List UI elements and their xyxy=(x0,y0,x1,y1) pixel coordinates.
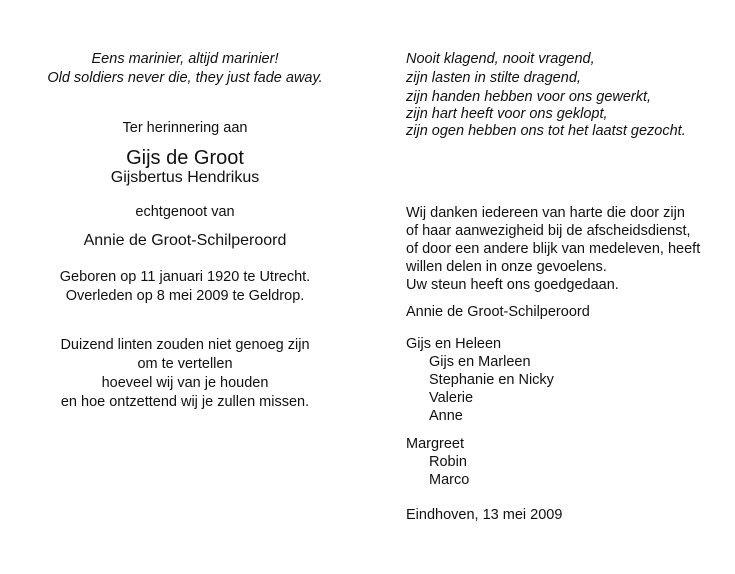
place-date: Eindhoven, 13 mei 2009 xyxy=(406,507,563,523)
family-wife: Annie de Groot-Schilperoord xyxy=(406,304,590,320)
family-child-2: Margreet xyxy=(406,436,465,452)
verse-line-4: en hoe ontzettend wij je zullen missen. xyxy=(60,394,310,410)
birth-line: Geboren op 11 januari 1920 te Utrecht. xyxy=(59,269,311,285)
spouse-label: echtgenoot van xyxy=(135,204,235,220)
remembrance-label: Ter herinnering aan xyxy=(122,120,248,136)
grandchild-1-4: Anne xyxy=(429,408,463,424)
verse-line-2: om te vertellen xyxy=(137,356,233,372)
verse-line-3: hoeveel wij van je houden xyxy=(101,375,269,391)
grandchild-1-2: Stephanie en Nicky xyxy=(429,372,554,388)
thanks-line-2: of haar aanwezigheid bij de afscheidsdienst, xyxy=(406,223,691,239)
right-panel xyxy=(370,0,735,574)
poem-line-2: zijn lasten in stilte dragend, xyxy=(406,70,581,86)
deceased-full-name: Gijsbertus Hendrikus xyxy=(110,169,260,186)
thanks-line-4: willen delen in onze gevoelens. xyxy=(406,259,607,275)
poem-line-1: Nooit klagend, nooit vragend, xyxy=(406,51,595,67)
poem-line-4: zijn hart heeft voor ons geklopt, xyxy=(406,106,608,122)
thanks-line-1: Wij danken iedereen van harte die door zijn xyxy=(406,205,685,221)
grandchild-1-3: Valerie xyxy=(429,390,474,406)
grandchild-2-1: Robin xyxy=(429,454,467,470)
thanks-line-3: of door een andere blijk van medeleven, heeft xyxy=(406,241,701,257)
grandchild-1-1: Gijs en Marleen xyxy=(429,354,531,370)
death-line: Overleden op 8 mei 2009 te Geldrop. xyxy=(65,288,305,304)
grandchild-2-2: Marco xyxy=(429,472,470,488)
spouse-name: Annie de Groot-Schilperoord xyxy=(83,232,287,249)
poem-line-3: zijn handen hebben voor ons gewerkt, xyxy=(406,89,652,105)
motto-line-2: Old soldiers never die, they just fade away. xyxy=(47,70,323,86)
thanks-line-5: Uw steun heeft ons goedgedaan. xyxy=(406,277,619,293)
motto-line-1: Eens marinier, altijd marinier! xyxy=(91,51,279,67)
deceased-name: Gijs de Groot xyxy=(126,147,244,169)
family-child-1: Gijs en Heleen xyxy=(406,336,502,352)
poem-line-5: zijn ogen hebben ons tot het laatst gezocht. xyxy=(406,123,686,139)
verse-line-1: Duizend linten zouden niet genoeg zijn xyxy=(60,337,310,353)
